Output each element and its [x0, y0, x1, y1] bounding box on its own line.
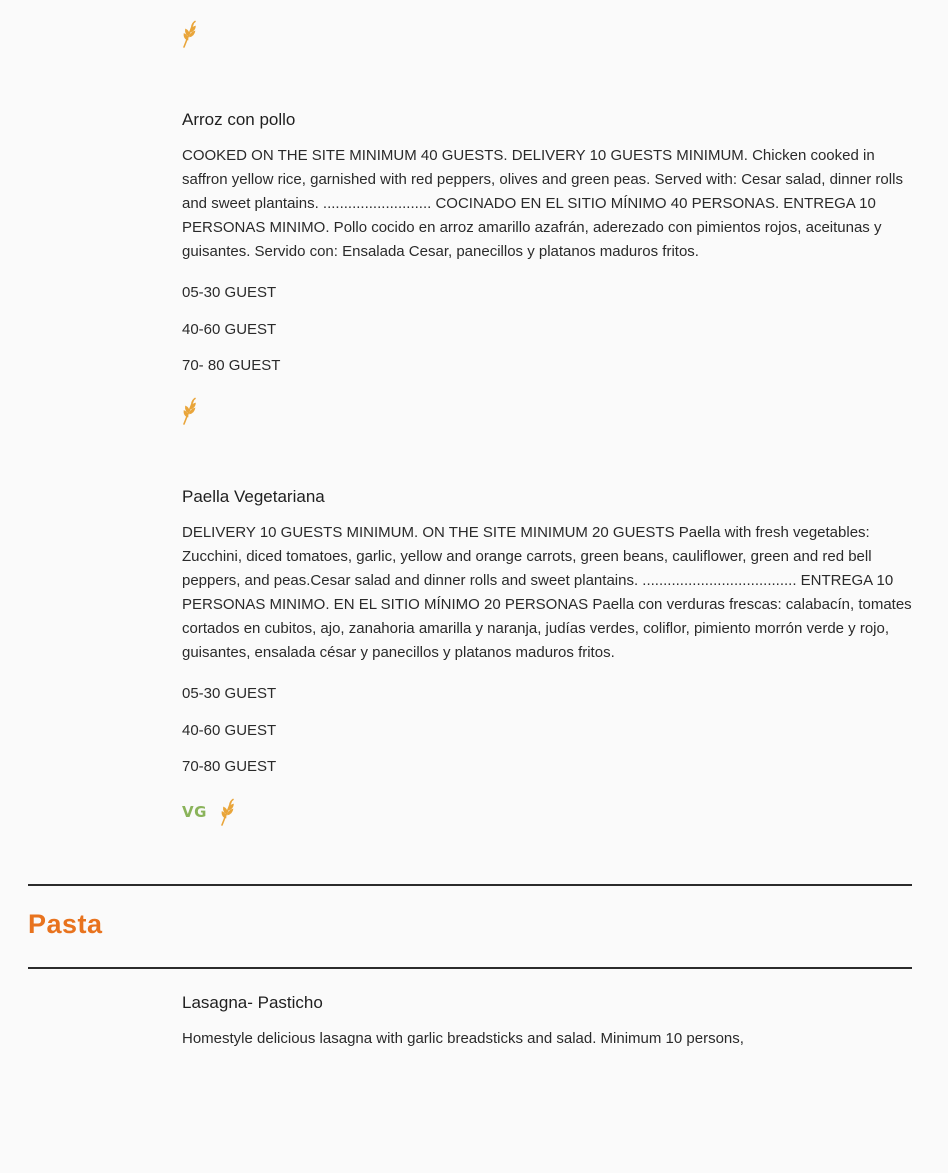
price-option[interactable]: 70- 80 GUEST: [182, 357, 281, 374]
item-description: COOKED ON THE SITE MINIMUM 40 GUESTS. DELIVERY 10 GUESTS MINIMUM. Chicken cooked in saffron yellow rice, garnished with red peppers, olives and green peas. Served with: Cesar salad, dinner rolls and sweet plantains. .......................... COCINADO EN EL SITIO MÍNIMO 40 PERSONAS. ENTREGA 10 PERSONAS MINIMO. Pollo cocido en arroz amarillo azafrán, aderezado con pimientos rojos, aceitunas y guisantes. Servido con: Ensalada Cesar, panecillos y platanos maduros fritos.: [182, 147, 903, 260]
wheat-icon: [181, 20, 199, 48]
section-divider-top: [28, 884, 912, 886]
price-option[interactable]: 40-60 GUEST: [182, 321, 277, 338]
price-option[interactable]: 70-80 GUEST: [182, 758, 277, 775]
item-title[interactable]: Lasagna- Pasticho: [182, 993, 323, 1012]
item-title[interactable]: Paella Vegetariana: [182, 487, 325, 506]
vegan-badge: VG: [182, 803, 207, 821]
price-option[interactable]: 05-30 GUEST: [182, 685, 277, 702]
item-description: Homestyle delicious lasagna with garlic breadsticks and salad. Minimum 10 persons,: [182, 1030, 744, 1047]
section-title-pasta: Pasta: [28, 909, 103, 939]
item-description: DELIVERY 10 GUESTS MINIMUM. ON THE SITE MINIMUM 20 GUESTS Paella with fresh vegetables: Zucchini, diced tomatoes, garlic, yellow and orange carrots, green beans, cauliflower, green and red bell peppers, and peas.Cesar salad and dinner rolls and sweet plantains. ..................................... ENTREGA 10 PERSONAS MINIMO. EN EL SITIO MÍNIMO 20 PERSONAS Paella con verduras frescas: calabacín, tomates cortados en cubitos, ajo, zanahoria amarilla y naranja, judías verdes, coliflor, pimiento morrón verde y rojo, guisantes, ensalada césar y panecillos y platanos maduros fritos.: [182, 524, 912, 661]
wheat-icon: [219, 798, 237, 826]
diet-icons: [182, 798, 237, 826]
section-divider-bottom: [28, 967, 912, 969]
wheat-icon: [181, 397, 199, 425]
price-option[interactable]: 05-30 GUEST: [182, 284, 277, 301]
item-title[interactable]: Arroz con pollo: [182, 110, 296, 129]
price-option[interactable]: 40-60 GUEST: [182, 722, 277, 739]
